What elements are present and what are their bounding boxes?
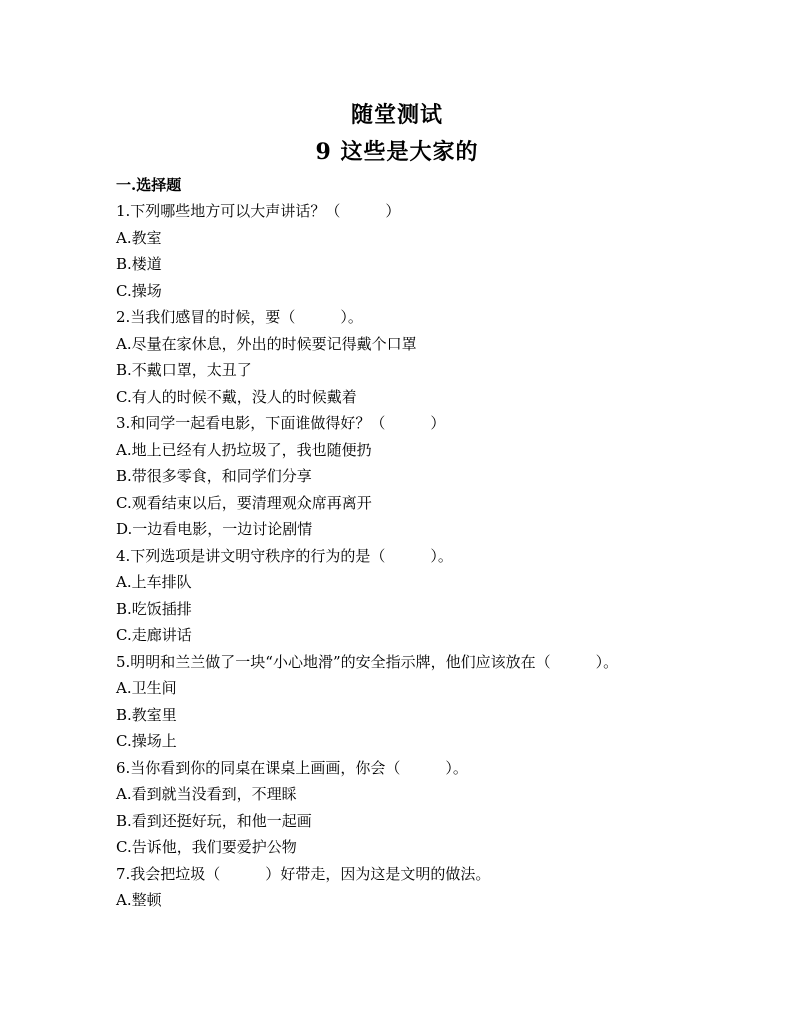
answer-option: C.有人的时候不戴，没人的时候戴着 [116, 387, 357, 406]
answer-option: C.操场上 [116, 732, 177, 750]
answer-option: B.不戴口罩，太丑了 [116, 361, 252, 379]
answer-option: A.上车排队 [116, 573, 192, 591]
question-stem: 6.当你看到你的同桌在课桌上画画，你会（ ）。 [116, 758, 468, 777]
answer-option: A.卫生间 [116, 679, 177, 697]
answer-option: B.教室里 [116, 705, 177, 724]
section-heading: 一.选择题 [116, 176, 182, 194]
answer-option: C.告诉他，我们要爱护公物 [116, 838, 297, 856]
answer-option: A.整顿 [116, 891, 162, 909]
answer-option: B.带很多零食，和同学们分享 [116, 467, 312, 485]
question-list [116, 198, 716, 914]
answer-option: C.观看结束以后，要清理观众席再离开 [116, 493, 372, 512]
question-stem: 5.明明和兰兰做了一块“小心地滑”的安全指示牌，他们应该放在（ ）。 [116, 652, 619, 671]
answer-option: C.走廊讲话 [116, 626, 192, 644]
question-stem: 1.下列哪些地方可以大声讲话？（ ） [116, 202, 401, 220]
answer-option: D.一边看电影，一边讨论剧情 [116, 520, 313, 538]
answer-option: A.看到就当没看到，不理睬 [116, 785, 297, 803]
page-title: 随堂测试 [350, 102, 443, 128]
answer-option: B.楼道 [116, 255, 162, 273]
answer-option: C.操场 [116, 281, 162, 300]
question-stem: 2.当我们感冒的时候，要（ ）。 [116, 308, 363, 326]
answer-option: A.教室 [116, 228, 162, 247]
question-stem: 3.和同学一起看电影，下面谁做得好？（ ） [116, 414, 446, 432]
answer-option: A.地上已经有人扔垃圾了，我也随便扔 [116, 440, 372, 459]
question-stem: 4.下列选项是讲文明守秩序的行为的是（ ）。 [116, 546, 453, 565]
lesson-subtitle: 9 这些是大家的 [315, 139, 479, 165]
answer-option: A.尽量在家休息，外出的时候要记得戴个口罩 [116, 334, 417, 353]
answer-option: B.吃饭插排 [116, 599, 192, 618]
answer-option: B.看到还挺好玩，和他一起画 [116, 811, 312, 830]
question-stem: 7.我会把垃圾（ ）好带走，因为这是文明的做法。 [116, 864, 491, 883]
